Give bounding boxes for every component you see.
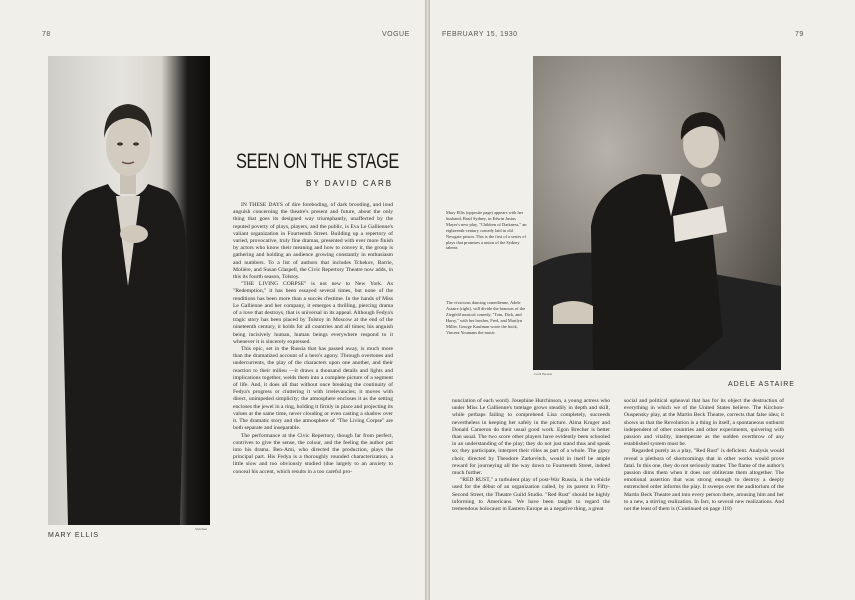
article-title: SEEN ON THE STAGE [236, 150, 399, 173]
article-byline: BY DAVID CARB [306, 179, 394, 188]
paragraph: nunciation of each word). Josephine Hutchinson, a young actress who under Miss Le Gallienne's tutelage grows steadily in depth and skill, while perhaps failing to comprehend Lisa completely, succeeds nevertheless in keeping her safely in the picture. Alma Kruger and Donald Cameron do their usual good work. Egon Brecher is better than usual. The two score other players have evidently been schooled in an understanding of the play; they do not just stand thus and speak so; they participate, interpret their rôles as part of a whole. The gipsy choir, directed by Theodore Zarkevitch, would in itself be ample reward for journeying all the way down to Fourteenth Street, indeed much further. [452, 398, 610, 477]
right-photo-credit: Cecil Beaton [534, 372, 553, 376]
mary-ellis-portrait-figure [48, 56, 210, 525]
paragraph: "RED RUST," a turbulent play of post-War Russia, is the vehicle used for the début of an organization called, by its parent in Fifty-Second Street, the Theatre Guild Studio. "Red Rust" should be highly informing to Americans. We have been taught to regard the tremendous holocaust in Eastern Europe as a negative thing, a great [452, 477, 610, 513]
adele-astaire-side-note: The vivacious dancing comedienne, Adele Astaire (right), will divide the honours of the Ziegfeld musical comedy, "Tom, Dick, and Harry," with her brother, Fred, and Marilyn Miller. George Kaufman wrote the book, Vincent Youmans the music [446, 300, 526, 335]
paragraph: "THE LIVING CORPSE" is not new to New York. As "Redemption," it has been essayed several times, but none of the renditions has been more than a succès d'estime. In the hands of Miss Le Gallienne and her company, it emerges a thrilling, piercing drama of a love that destroys, that is universal in its appeal. Although Fedya's tragic story has been placed by Tolstoy in Moscow at the end of the nineteenth century, it holds for all countries and all times; his anguish being incisively human, human beings everywhere respond to it whenever it is sincerely expressed. [233, 281, 393, 345]
paragraph: The performance at the Civic Repertory, though far from perfect, contrives to give the sense, the colour, and the feeling the author put into his drama. Ben-Ami, who directed the production, plays the principal part. His Fedya is a thoroughly rounded characterization, a little slow and too obviously studied (due largely to an anxiety to conceal his accent, which results in a too careful pro- [233, 432, 393, 475]
magazine-name: VOGUE [382, 31, 410, 38]
left-page [0, 0, 425, 600]
issue-date: FEBRUARY 15, 1930 [442, 31, 518, 38]
adele-astaire-portrait-figure [533, 56, 781, 370]
paragraph: social and political upheaval that has for its object the destruction of everything in which we of the United States believe. The Kirchon-Ouspensky play, at the Martin Beck Theatre, corrects that false idea; it shows us that the Revolution is a thing in itself, a spontaneous outburst independent of other countries and other experiments, quivering with passion and vitality, intemperate as the sudden overthrow of any established system must be. [624, 398, 784, 448]
paragraph: Regarded purely as a play, "Red Rust" is deficient. Analysis would reveal a plethora of shortcomings that in other works would prove fatal. In this one, they do not seriously matter. The flame of the author's passion dims them when it does not obliterate them altogether. The emotional assertion that was strong enough to destroy a deeply entrenched order informs the play. It sweeps over the auditorium of the Martin Beck Theatre and into every person there, arousing him and her to a new, a stirring realization. In fact, to several new realizations. And not the least of them is (Continued on page 118) [624, 448, 784, 513]
article-column-2 [452, 398, 610, 546]
left-photo-caption: MARY ELLIS [48, 532, 99, 539]
mary-ellis-photo [48, 56, 210, 525]
paragraph: IN THESE DAYS of dire foreboding, of dark brooding, and loud anguish concerning the theatre's present and future, about the only thing that goes its designed way triumphantly, unaffected by the reputed poverty of plays, players, and the public, is Eva Le Gallienne's valiant organization in Fourteenth Street. Building up a repertory of varied, provocative, truly fine dramas, presented with ever more finish by actors who know their meaning and how to convey it, the group is gathering and holding an audience growing constantly in enthusiasm and numbers. To a list of authors that includes Tchekov, Barrie, Molière, and Susan Glaspell, the Civic Repertory Theatre now adds, in this its fourth season, Tolstoy. [233, 202, 393, 281]
mary-ellis-side-note: Mary Ellis (opposite page) appears with her husband, Basil Sydney, in Edwin Justus Mayer's new play, "Children of Darkness," an eighteenth-century comedy laid in old Newgate prison. This is the first of a series of plays that promises a union of the Sydney talents [446, 210, 527, 251]
right-page-number: 79 [795, 31, 804, 38]
right-page [430, 0, 855, 600]
left-page-number: 78 [42, 31, 51, 38]
right-photo-caption: ADELE ASTAIRE [728, 381, 795, 388]
article-column-3 [624, 398, 784, 546]
paragraph: This epic, set in the Russia that has passed away, is much more than the dramatized account of a hero's agony. Through overtones and undercurrents, the play of the characters upon one another, and their reaction to their milieu —it draws a thousand details and lights and implications together, welds them into a complete picture of a segment of life. And, it does all that without once breaking the continuity of Fedya's progress or cluttering it with irrelevancies; it moves with direct, unimpeded simplicity; the atmosphere encloses it as the setting encloses the jewel in a ring, holding it firmly in place and projecting its values at the same time, never clouding or even casting a shadow over it. The dramatic story and the atmosphere of "The Living Corpse" are both separate and inseparable. [233, 346, 393, 432]
left-photo-credit: Steichen [195, 527, 208, 531]
adele-astaire-photo [533, 56, 781, 370]
article-column-1 [233, 202, 393, 548]
